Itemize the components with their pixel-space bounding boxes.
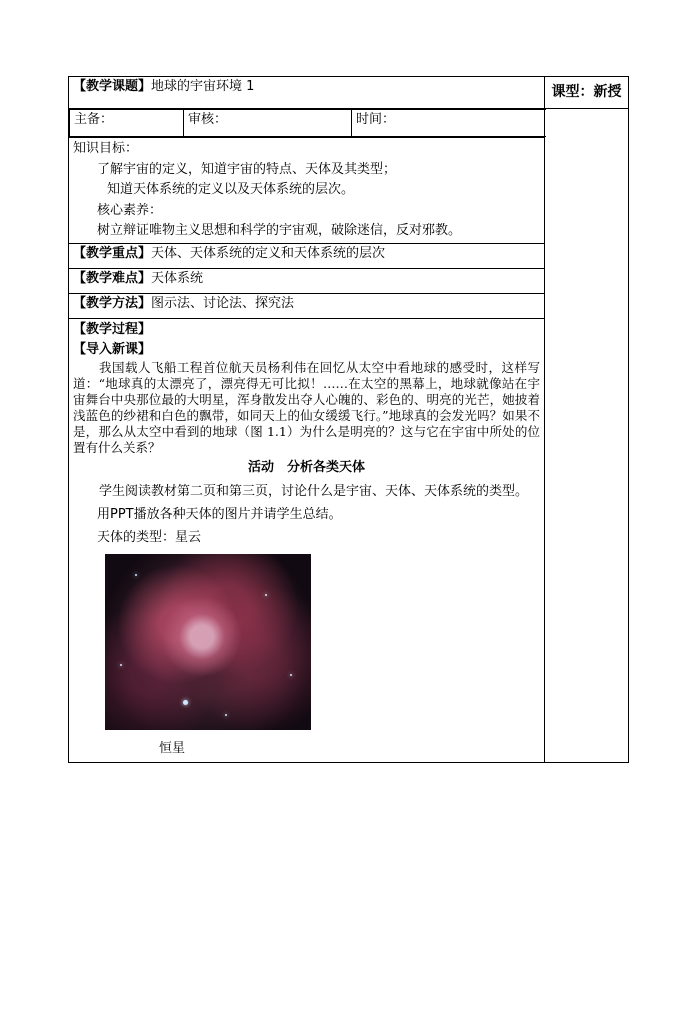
process-cell xyxy=(69,318,545,762)
course-label: 【教学课题】 xyxy=(73,79,152,94)
meta-row xyxy=(69,109,545,138)
knowledge-heading: 知识目标： xyxy=(73,141,139,156)
star-mark xyxy=(183,700,188,705)
lesson-plan-table xyxy=(68,76,629,763)
key-point-text: 天体、天体系统的定义和天体系统的层次 xyxy=(151,245,386,261)
star-mark xyxy=(135,574,137,576)
lesson-type-label: 课型：新授 xyxy=(551,84,622,100)
meta-inner-table xyxy=(69,109,546,137)
intro-heading: 【导入新课】 xyxy=(73,341,152,357)
lesson-type-cell xyxy=(545,77,629,109)
knowledge-item-2: 知道天体系统的定义以及天体系统的层次。 xyxy=(107,182,355,197)
nebula-image xyxy=(105,554,311,730)
image-caption: 恒星 xyxy=(159,740,186,756)
side-empty-column xyxy=(545,109,629,763)
course-title: 地球的宇宙环境 1 xyxy=(151,79,255,94)
preparer-field: 主备： xyxy=(70,110,184,137)
process-heading: 【教学过程】 xyxy=(73,321,152,337)
difficulty-cell xyxy=(69,268,545,293)
time-field: 时间： xyxy=(352,110,546,137)
key-point-cell xyxy=(69,243,545,268)
core-item-1: 树立辩证唯物主义思想和科学的宇宙观，破除迷信，反对邪教。 xyxy=(97,223,462,238)
difficulty-text: 天体系统 xyxy=(151,270,204,286)
core-heading: 核心素养： xyxy=(97,202,163,218)
star-mark xyxy=(120,664,122,666)
method-label: 【教学方法】 xyxy=(73,295,152,311)
course-title-cell xyxy=(69,77,545,109)
intro-paragraph: 我国载人飞船工程首位航天员杨利伟在回忆从太空中看地球的感受时，这样写道：“地球真的太漂亮了，漂亮得无可比拟！……在太空的黑幕上，地球就像站在宇宙舞台中央那位最的大明星，浑身散发出夺人心魄的、彩色的、明亮的光芒，她披着浅蓝色的纱裙和白色的飘带，如同天上的仙女缓缓飞行。”地球真的会发光吗？如果不是，那么从太空中看到的地球（图 1.1）为什么是明亮的？这与它在宇宙中所处的位置有什么关系？ xyxy=(73,359,540,455)
knowledge-item-1: 了解宇宙的定义，知道宇宙的特点、天体及其类型； xyxy=(97,161,397,177)
difficulty-label: 【教学难点】 xyxy=(73,270,152,286)
reviewer-field: 审核： xyxy=(184,110,352,137)
lesson-plan-page xyxy=(68,76,628,760)
key-point-label: 【教学重点】 xyxy=(73,245,152,261)
objectives-cell xyxy=(69,138,545,244)
paragraph-2: 学生阅读教材第二页和第三页，讨论什么是宇宙、天体、天体系统的类型。 xyxy=(99,483,529,499)
paragraph-4: 天体的类型：星云 xyxy=(97,529,202,545)
star-mark xyxy=(265,594,267,596)
method-cell xyxy=(69,293,545,318)
method-text: 图示法、讨论法、探究法 xyxy=(151,295,295,311)
star-mark xyxy=(290,674,292,676)
paragraph-3: 用PPT播放各种天体的图片并请学生总结。 xyxy=(97,506,342,522)
star-mark xyxy=(225,714,227,716)
activity-title: 活动 分析各类天体 xyxy=(247,459,365,475)
